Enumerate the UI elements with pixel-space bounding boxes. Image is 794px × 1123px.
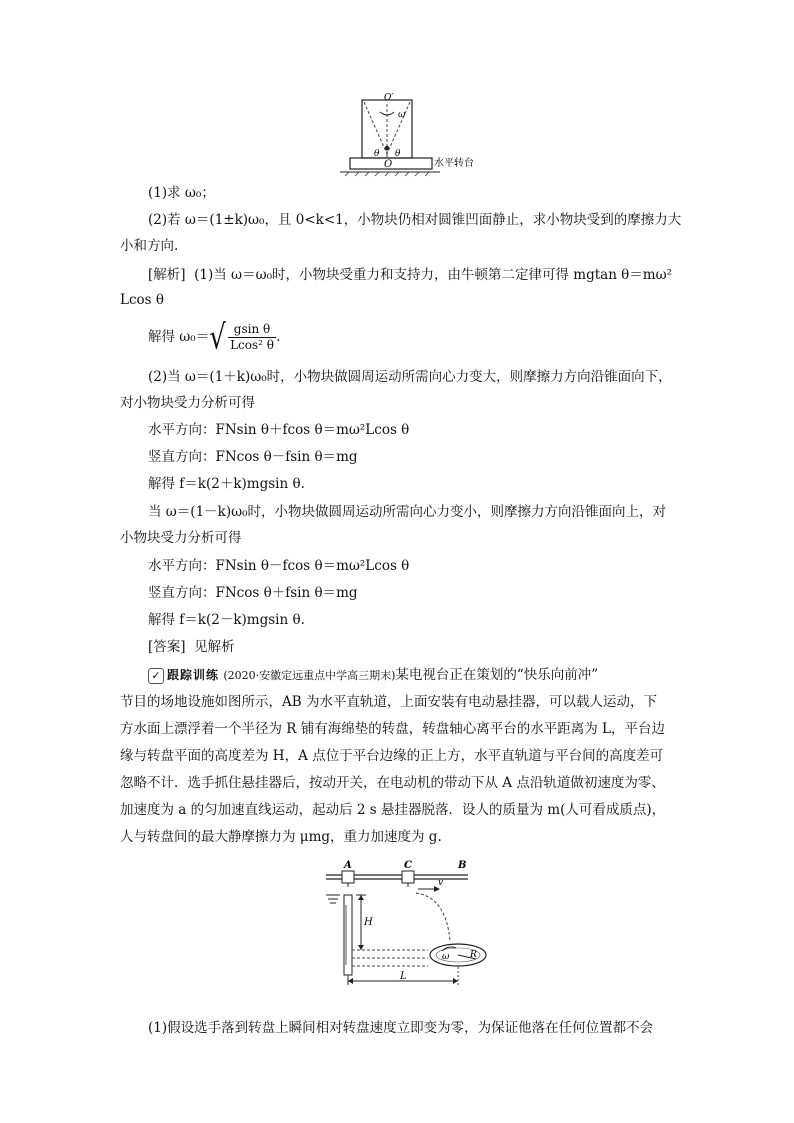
practice-line-4: 缘与转盘平面的高度差为 H，A 点位于平台边缘的正上方，水平直轨道与平台间的高度差可 [120, 748, 664, 764]
solution-3-line-2: 小物块受力分析可得 [120, 530, 242, 546]
caption-turntable: 水平转台 [434, 158, 474, 169]
label-o: O [384, 159, 393, 170]
result-1: 解得 f＝k(2＋k)mgsin θ. [148, 476, 305, 492]
practice-line-5: 忽略不计．选手抓住悬挂器后，按动开关，在电动机的带动下从 A 点沿轨道做初速度为零、 [120, 775, 665, 791]
question-1: (1)求 ω₀； [148, 185, 215, 201]
horizontal-eq-2: 水平方向：FNsin θ－fcos θ＝mω²Lcos θ [148, 558, 410, 574]
solution-2-line-2: 对小物块受力分析可得 [120, 395, 255, 411]
solution-1-result: 解得 ω₀＝√ $\frac{\text{gsin θ}}{\text{Lcos² θ}}$ . [148, 318, 281, 357]
solution-2-line-1: (2)当 ω＝(1＋k)ω₀时，小物块做圆周运动所需向心力变大，则摩擦力方向沿锥面向下， [148, 369, 672, 385]
question-2-line-2: 小和方向. [120, 238, 179, 254]
practice-badge: 跟踪训练 [167, 668, 220, 682]
practice-line-6: 加速度为 a 的匀加速直线运动，起动后 2 s 悬挂器脱落．设人的质量为 m(人可看成质点)， [120, 802, 666, 818]
label-omega: ω [398, 110, 406, 120]
label-o-prime: O′ [384, 93, 394, 103]
answer-line: [答案] 见解析 [148, 639, 235, 655]
vertical-eq-1: 竖直方向：FNcos θ－fsin θ＝mg [148, 449, 358, 465]
fraction: $\frac{\text{gsin θ}}{\text{Lcos² θ}}$ [228, 322, 276, 353]
solution-3-line-1: 当 ω＝(1－k)ω₀时，小物块做圆周运动所需向心力变小，则摩擦力方向沿锥面向上，对 [148, 504, 667, 520]
track-turntable-figure [318, 855, 490, 990]
question-2-line-1: (2)若 ω＝(1±k)ω₀，且 0<k<1，小物块仍相对圆锥凹面静止，求小物块受到的摩擦力大 [148, 212, 682, 228]
practice-line-7: 人与转盘间的最大静摩擦力为 μmg，重力加速度为 g. [120, 829, 442, 845]
label-v: v [438, 878, 444, 888]
sqrt-sign: √ [209, 318, 226, 357]
check-icon: ✓ [148, 668, 164, 684]
solution-1-line-2: Lcos θ [120, 292, 165, 308]
label-a: A [344, 860, 352, 871]
label-theta-right: θ [395, 149, 401, 159]
cone-turntable-figure [340, 92, 490, 177]
horizontal-eq-1: 水平方向：FNsin θ＋fcos θ＝mω²Lcos θ [148, 422, 410, 438]
label-b: B [458, 860, 467, 871]
label-r: R [470, 950, 477, 960]
answer-tag: [答案] [148, 639, 186, 655]
result-2: 解得 f＝k(2－k)mgsin θ. [148, 612, 305, 628]
vertical-eq-2: 竖直方向：FNcos θ＋fsin θ＝mg [148, 585, 358, 601]
label-l: L [400, 971, 407, 982]
solution-1-line-1: [解析] (1)当 ω＝ω₀时，小物块受重力和支持力，由牛顿第二定律可得 mgtan θ＝mω² [148, 267, 673, 283]
solution-tag: [解析] [148, 267, 186, 283]
label-theta-left: θ [374, 149, 380, 159]
label-h: H [364, 917, 373, 928]
sub-question-1: (1)假设选手落到转盘上瞬间相对转盘速度立即变为零，为保证他落在任何位置都不会 [148, 1020, 654, 1036]
practice-line-3: 方水面上漂浮着一个半径为 R 铺有海绵垫的转盘，转盘轴心离平台的水平距离为 L，平台边 [120, 721, 666, 737]
label-omega-2: ω [442, 952, 450, 962]
label-c: C [404, 860, 412, 871]
practice-line-1: ✓ 跟踪训练 (2020·安徽定远重点中学高三期末)某电视台正在策划的“快乐向前冲” [148, 665, 598, 686]
practice-line-2: 节目的场地设施如图所示，AB 为水平直轨道，上面安装有电动悬挂器，可以载人运动，下 [120, 694, 657, 710]
problem-source: (2020·安徽定远重点中学高三期末) [223, 669, 396, 682]
